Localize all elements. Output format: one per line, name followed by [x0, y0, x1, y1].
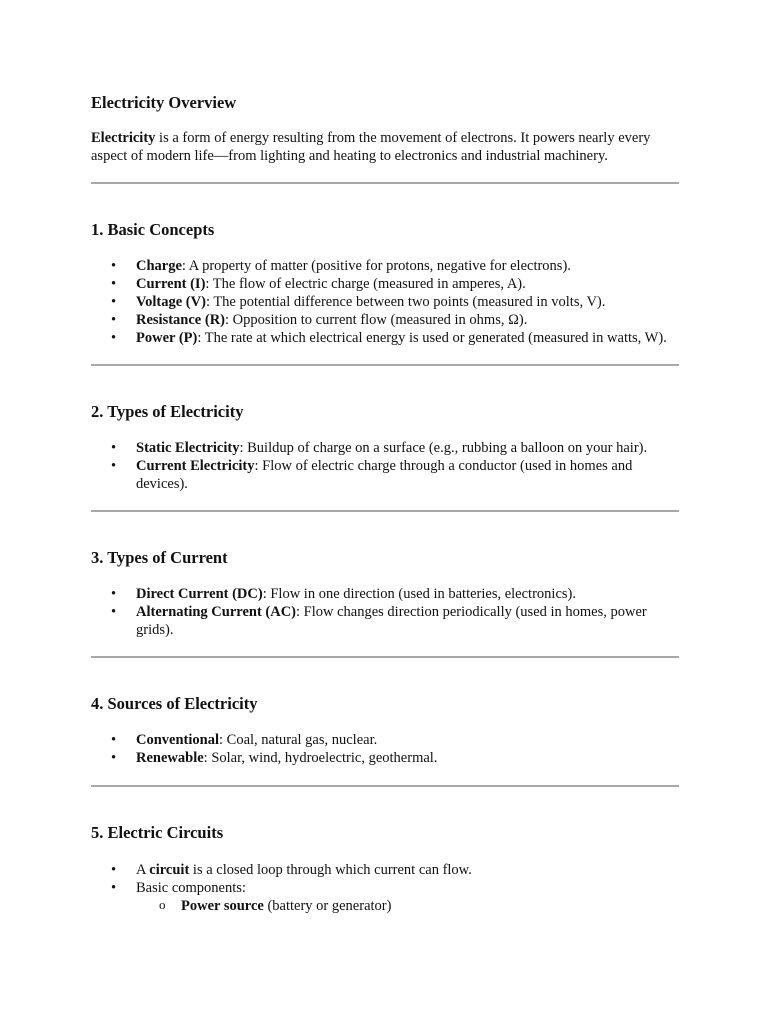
item-text: : Coal, natural gas, nuclear.	[219, 732, 378, 748]
list-item	[91, 275, 679, 293]
item-text: (battery or generator)	[263, 898, 392, 914]
section-types-of-electricity	[91, 401, 679, 493]
item-term: Direct Current (DC)	[136, 586, 263, 602]
list-item	[91, 861, 679, 879]
item-term: Voltage (V)	[136, 294, 206, 310]
divider	[91, 656, 679, 658]
divider	[91, 785, 679, 787]
bullet-list	[91, 585, 679, 639]
item-text: : A property of matter (positive for protons, negative for electrons).	[181, 258, 571, 274]
bullet-list	[91, 861, 679, 915]
section-basic-concepts	[91, 219, 679, 347]
item-text: : Flow changes direction periodically (used in homes, power grids).	[136, 604, 647, 638]
item-text: Basic components:	[136, 880, 246, 896]
sub-list-item	[136, 897, 679, 915]
item-term: Renewable	[136, 750, 204, 766]
item-term: Current Electricity	[136, 458, 255, 474]
section-heading: 5. Electric Circuits	[91, 823, 224, 842]
item-text: : Flow of electric charge through a conductor (used in homes and devices).	[136, 458, 633, 492]
item-text: is a closed loop through which current can flow.	[189, 862, 472, 878]
list-item	[91, 439, 679, 457]
list-item	[91, 879, 679, 915]
item-text: : The flow of electric charge (measured in amperes, A).	[205, 276, 526, 292]
list-item	[91, 585, 679, 603]
list-item	[91, 257, 679, 275]
item-term: circuit	[149, 862, 190, 878]
intro-term: Electricity	[91, 130, 156, 146]
intro-text: is a form of energy resulting from the movement of electrons. It powers nearly every aspect of modern life—from lighting and heating to electronics and industrial machinery.	[91, 130, 651, 164]
item-text: : The rate at which electrical energy is used or generated (measured in watts, W).	[197, 330, 667, 346]
item-term: Conventional	[136, 732, 219, 748]
item-text: : Opposition to current flow (measured in ohms, Ω).	[225, 312, 528, 328]
document-page	[91, 92, 679, 915]
section-heading: 2. Types of Electricity	[91, 402, 244, 421]
item-text: : The potential difference between two points (measured in volts, V).	[205, 294, 606, 310]
list-item	[91, 293, 679, 311]
bullet-list	[91, 439, 679, 493]
section-electric-circuits	[91, 822, 679, 915]
section-heading: 3. Types of Current	[91, 548, 228, 567]
section-sources-of-electricity	[91, 693, 679, 767]
item-prefix: A	[136, 862, 150, 878]
sub-list	[136, 897, 679, 915]
list-item	[91, 329, 679, 347]
intro-paragraph	[91, 129, 679, 165]
list-item	[91, 603, 679, 639]
divider	[91, 510, 679, 512]
list-item	[91, 731, 679, 749]
item-term: Alternating Current (AC)	[136, 604, 297, 620]
divider	[91, 364, 679, 366]
item-term: Power (P)	[136, 330, 198, 346]
item-term: Resistance (R)	[136, 312, 225, 328]
item-term: Static Electricity	[136, 440, 240, 456]
list-item	[91, 457, 679, 493]
list-item	[91, 311, 679, 329]
item-text: : Solar, wind, hydroelectric, geothermal.	[203, 750, 438, 766]
item-term: Power source	[181, 898, 264, 914]
section-heading: 1. Basic Concepts	[91, 220, 215, 239]
divider	[91, 182, 679, 184]
item-text: : Buildup of charge on a surface (e.g., rubbing a balloon on your hair).	[239, 440, 648, 456]
document-title: Electricity Overview	[91, 93, 237, 112]
item-term: Current (I)	[136, 276, 206, 292]
section-heading: 4. Sources of Electricity	[91, 694, 258, 713]
bullet-list	[91, 731, 679, 767]
list-item	[91, 749, 679, 767]
bullet-list	[91, 257, 679, 347]
item-text: : Flow in one direction (used in batteries, electronics).	[262, 586, 576, 602]
item-term: Charge	[136, 258, 182, 274]
section-types-of-current	[91, 547, 679, 639]
